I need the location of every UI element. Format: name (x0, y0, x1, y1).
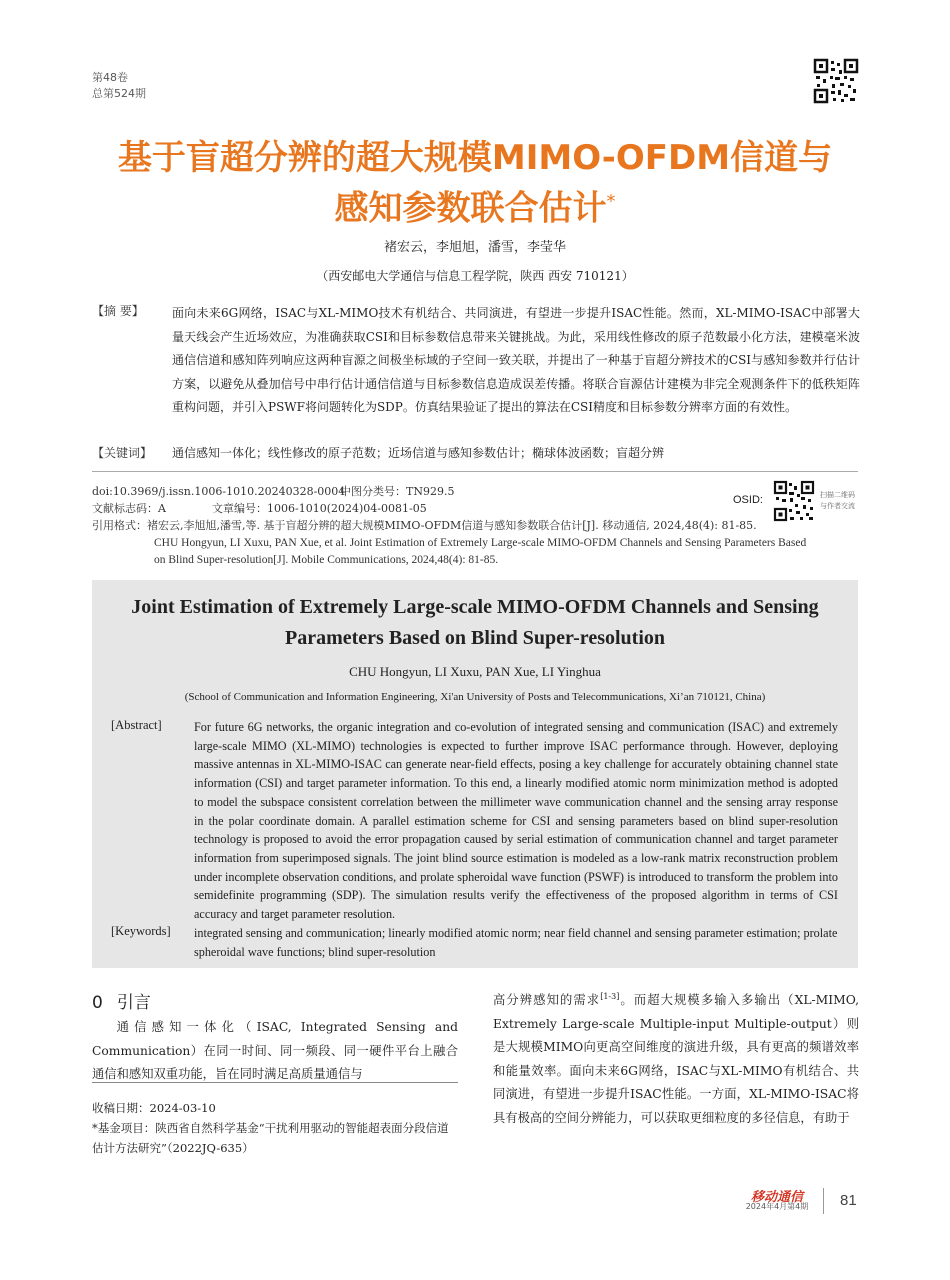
issue-info (92, 70, 146, 102)
intro-right-part1: 高分辨感知的需求 (493, 993, 601, 1008)
title-zh-line1: 基于盲超分辨的超大规模MIMO-OFDM信道与 (117, 138, 833, 178)
intro-right-paragraph (493, 985, 859, 1130)
issue-total-label: 总第524期 (92, 87, 146, 100)
citation-en-line1: CHU Hongyun, LI Xuxu, PAN Xue, et al. Joint Estimation of Extremely Large-scale MIMO-OFDM Channels and Sensing Parameters Based (154, 537, 807, 549)
osid-qr-code-icon[interactable] (773, 480, 815, 522)
citation-en-line2: on Blind Super-resolution[J]. Mobile Communications, 2024,48(4): 81-85. (154, 554, 499, 566)
clc-number: 中图分类号：TN929.5 (340, 485, 455, 498)
osid-label: OSID: (733, 494, 763, 506)
footer-divider (823, 1188, 824, 1214)
journal-logo: 移动通信 (750, 1190, 803, 1205)
article-number: 文章编号：1006-1010(2024)04-0081-05 (212, 502, 427, 515)
intro-left-paragraph: 通信感知一体化（ISAC, Integrated Sensing and Communication）在同一时间、同一频段、同一硬件平台上融合通信和感知双重功能，旨在同时满足高质量通信与 (92, 1020, 458, 1081)
osid-note (820, 490, 855, 512)
section-number: 0 (92, 993, 103, 1013)
section-heading (92, 988, 151, 1013)
volume-label: 第48卷 (92, 71, 128, 84)
keywords-zh-text: 通信感知一体化；线性修改的原子范数；近场信道与感知参数估计；椭球体波函数；盲超分辨 (172, 446, 665, 460)
document-code: 文献标志码：A (92, 502, 166, 515)
keywords-en-label: [Keywords] (111, 924, 171, 938)
page-number: 81 (840, 1192, 857, 1209)
section-title: 引言 (116, 993, 151, 1013)
abstract-en-text: For future 6G networks, the organic integration and co-evolution of integrated sensing and communication (ISAC) and extremely large-scale MIMO (XL-MIMO) technologies is expected to further improve ISAC performance through. However, deploying massive antennas in XL-MIMO-ISAC can generate near-field effects, posing a key challenge for accurately obtaining channel state information (CSI) and target parameter information. To this end, a linearly modified atomic norm minimization method is adopted to model the subspace consistent correlation between the millimeter wave communication channel and the sensing array response in the polar coordinate domain. A parallel estimation scheme for CSI and sensing parameters based on blind super-resolution technology is proposed to avoid the error propagation caused by serial estimation of communication channel and target parameter information from superimposed signals. The joint blind source estimation is modeled as a low-rank matrix reconstruction problem under incomplete observation conditions, and prolate spheroidal wave function (PSWF) is introduced to transform the problem into semidefinite programming (SDP). The simulation results verify the effectiveness of the proposed algorithm in terms of CSI accuracy and target parameter resolution. (194, 720, 838, 922)
qr-code-icon (813, 58, 859, 104)
abstract-zh-text: 面向未来6G网络，ISAC与XL-MIMO技术有机结合、共同演进，有望进一步提升ISAC性能。然而，XL-MIMO-ISAC中部署大量天线会产生近场效应，为准确获取CSI和目标参数信息带来关键挑战。为此，采用线性修改的原子范数最小化方法，建模毫米波通信信道和感知阵列响应这两种盲源之间极坐标域的子空间一致关联，并提出了一种基于盲超分辨技术的CSI与感知参数并行估计方案，以避免从叠加信号中串行估计通信信道与目标参数信息造成误差传播。将联合盲源估计建模为非完全观测条件下的低秩矩阵重构问题，并引入PSWF将问题转化为SDP。仿真结果验证了提出的算法在CSI精度和目标参数分辨率方面的有效性。 (172, 306, 860, 414)
received-date: 收稿日期：2024-03-10 (92, 1101, 216, 1115)
osid-note-line1: 扫描二维码 (820, 491, 855, 499)
paper-title-zh (60, 136, 890, 230)
footnote-rule (92, 1082, 458, 1083)
divider-line (92, 471, 858, 472)
authors-en: CHU Hongyun, LI Xuxu, PAN Xue, LI Yinghua (349, 664, 601, 679)
citation-zh: 引用格式：褚宏云,李旭旭,潘雪,等. 基于盲超分辨的超大规模MIMO-OFDM信道与感知参数联合估计[J]. 移动通信, 2024,48(4): 81-85. (92, 519, 757, 532)
reference-marker[interactable]: [1-3] (600, 992, 620, 1001)
fund-note: *基金项目：陕西省自然科学基金“干扰利用驱动的智能超表面分段信道估计方法研究”（2022JQ-635） (92, 1121, 449, 1155)
keywords-en-text: integrated sensing and communication; linearly modified atomic norm; near field channel and sensing parameter estimation; prolate spheroidal wave functions; blind super-resolution (194, 926, 838, 959)
affiliation-en: (School of Communication and Information Engineering, Xi'an University of Posts and Telecommunications, Xi’an 710121, China) (184, 691, 766, 703)
intro-right-part2: 。而超大规模多输入多输出（XL-MIMO, Extremely Large-scale Multiple-input Multiple-output）则是大规模MIMO向更高空间维度的演进升级，具有更高的频谱效率和能量效率。面向未来6G网络，ISAC与XL-MIMO有机结合、共同演进，有望进一步提升ISAC性能。一方面，XL-MIMO-ISAC将具有极高的空间分辨能力，可以获取更细粒度的多径信息，有助于 (493, 993, 859, 1125)
abstract-zh-label: 【摘 要】 (92, 304, 144, 318)
doi[interactable]: doi:10.3969/j.issn.1006-1010.20240328-0004 (92, 485, 346, 498)
title-zh-line2: 感知参数联合估计 (334, 188, 607, 229)
footnotes (92, 1098, 458, 1158)
paper-title-en: Joint Estimation of Extremely Large-scale MIMO-OFDM Channels and Sensing Parameters Based on Blind Super-resolution (131, 596, 819, 649)
authors-zh: 褚宏云，李旭旭，潘雪，李莹华 (383, 240, 566, 255)
fund-mark: * (606, 191, 616, 212)
affiliation-zh: （西安邮电大学通信与信息工程学院，陕西 西安 710121） (316, 269, 634, 283)
journal-issue-date: 2024年4月第4期 (745, 1202, 809, 1211)
abstract-en-label: [Abstract] (111, 718, 162, 732)
osid-note-line2: 与作者交流 (820, 502, 855, 510)
keywords-zh-label: 【关键词】 (92, 446, 153, 460)
